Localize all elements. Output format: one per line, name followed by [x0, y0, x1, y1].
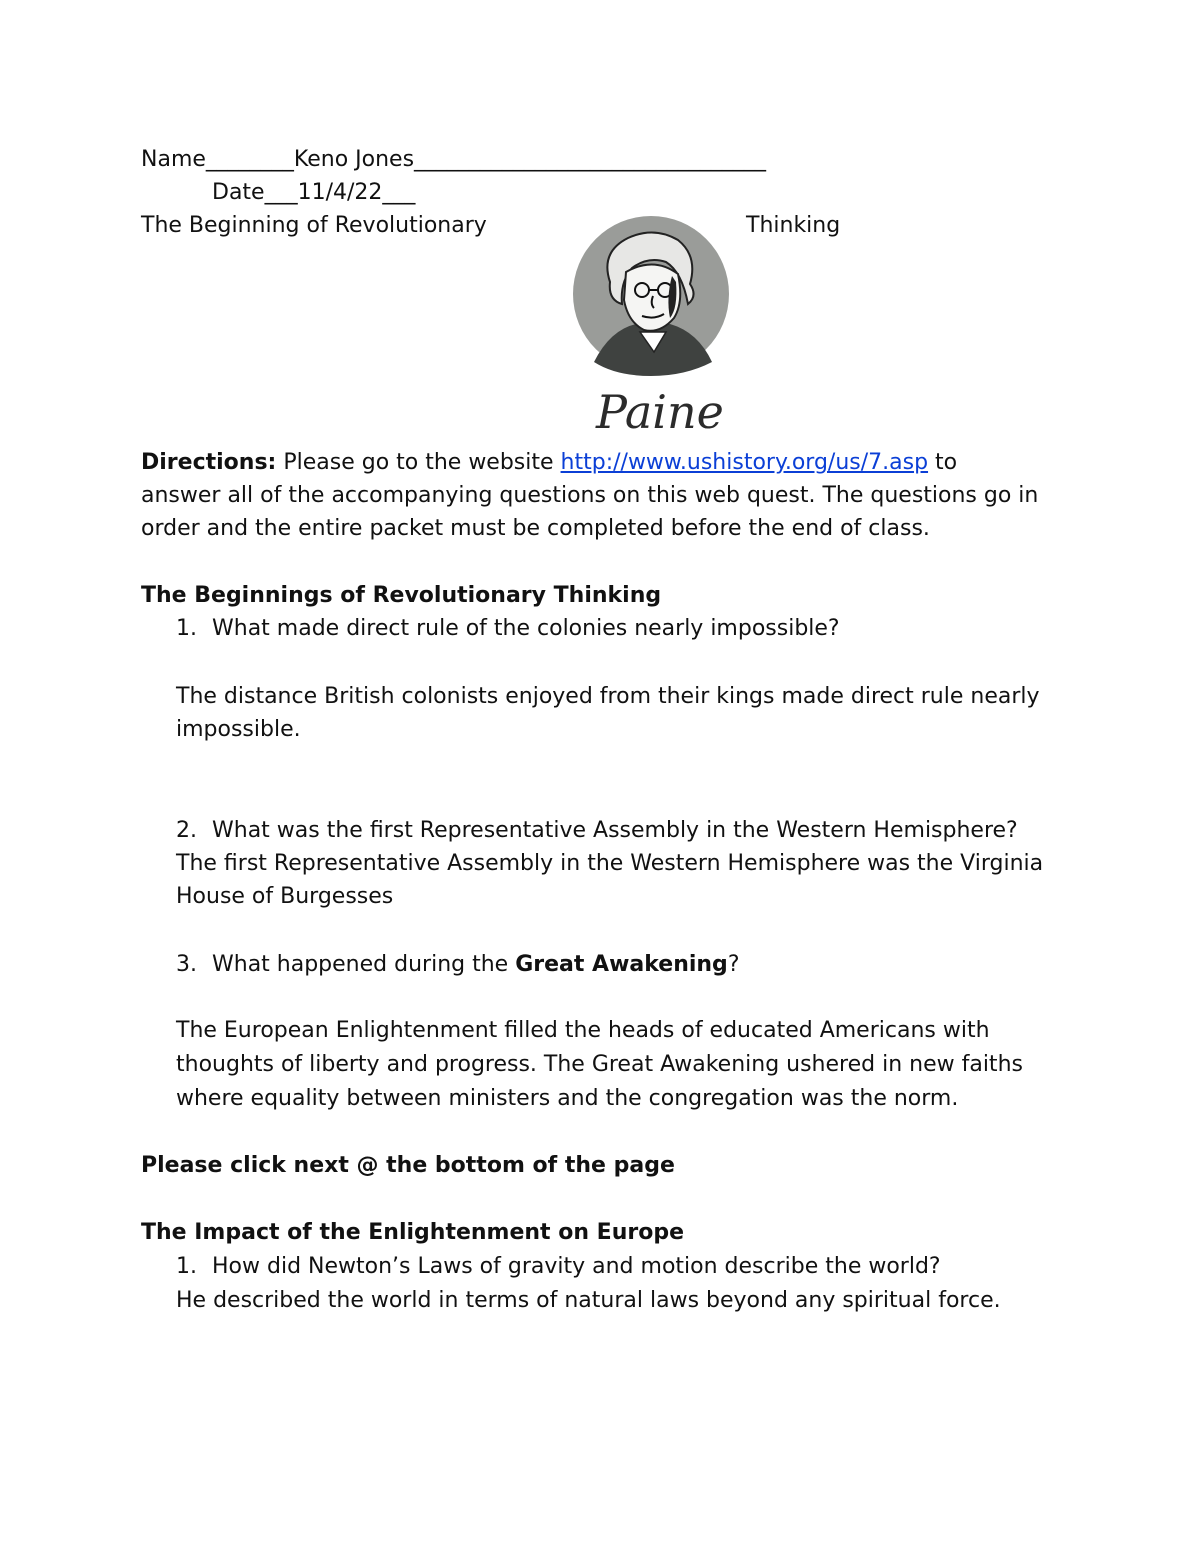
question-text: What made direct rule of the colonies nearly impossible? [212, 616, 840, 641]
question-text: How did Newton’s Laws of gravity and motion describe the world? [212, 1254, 941, 1279]
question-mark: ? [727, 952, 740, 977]
name-line: Name________Keno Jones________________________________ [141, 147, 767, 172]
next-instruction: Please click next @ the bottom of the page [141, 1153, 675, 1178]
question-number: 3. [176, 952, 197, 977]
section2-question-1 [176, 1252, 941, 1282]
question-text: What happened during the [212, 952, 516, 977]
answer-3-line-2: thoughts of liberty and progress. The Great Awakening ushered in new faiths [176, 1052, 1023, 1077]
directions-line-3: order and the entire packet must be completed before the end of class. [141, 516, 930, 541]
signature-text: Paine [596, 385, 724, 439]
question-2 [176, 816, 1018, 846]
answer-2-line-1: The first Representative Assembly in the Western Hemisphere was the Virginia [176, 851, 1044, 876]
question-number: 2. [176, 818, 197, 843]
question-text: What was the first Representative Assembly in the Western Hemisphere? [212, 818, 1018, 843]
section2-heading: The Impact of the Enlightenment on Europe [141, 1220, 684, 1245]
question-number: 1. [176, 1254, 197, 1279]
directions-line-1 [141, 448, 957, 478]
section1-heading: The Beginnings of Revolutionary Thinking [141, 583, 662, 608]
answer-2-line-2: House of Burgesses [176, 884, 394, 909]
title-left: The Beginning of Revolutionary [141, 213, 487, 238]
directions-line-2: answer all of the accompanying questions on this web quest. The questions go in [141, 483, 1039, 508]
question-3 [176, 950, 740, 980]
directions-text: Please go to the website [276, 450, 561, 475]
answer-1-line-2: impossible. [176, 717, 301, 742]
answer-3-line-3: where equality between ministers and the congregation was the norm. [176, 1086, 959, 1111]
paine-portrait-image [570, 212, 732, 440]
question-1 [176, 614, 840, 644]
answer-1-line-1: The distance British colonists enjoyed from their kings made direct rule nearly [176, 684, 1040, 709]
section2-answer-1: He described the world in terms of natural laws beyond any spiritual force. [176, 1288, 1001, 1313]
question-bold-term: Great Awakening [515, 952, 728, 977]
answer-3-line-1: The European Enlightenment filled the heads of educated Americans with [176, 1018, 990, 1043]
date-line: Date___11/4/22___ [212, 180, 416, 205]
directions-label: Directions: [141, 450, 277, 475]
directions-text-to: to [928, 450, 958, 475]
website-link[interactable]: http://www.ushistory.org/us/7.asp [560, 450, 929, 475]
title-right: Thinking [746, 213, 841, 238]
question-number: 1. [176, 616, 197, 641]
